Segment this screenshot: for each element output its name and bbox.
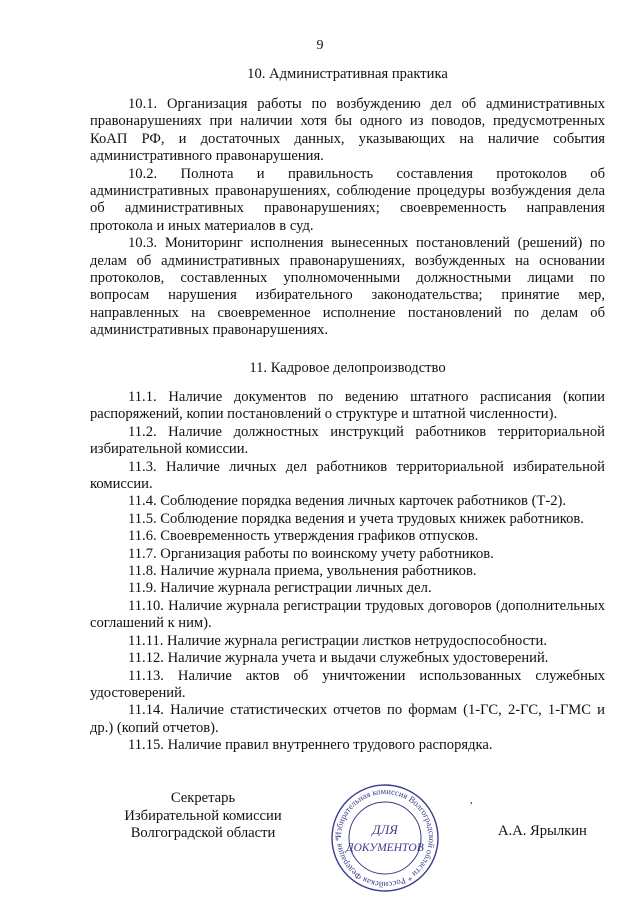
stamp-ring-text-path: Избирательная комиссия Волгоградской области * Российская Федерация *: [332, 785, 438, 891]
paragraph-11-4: 11.4. Соблюдение порядка ведения личных карточек работников (Т-2).: [128, 493, 567, 510]
ink-mark: ,: [470, 795, 473, 806]
signatory-name: А.А. Ярылкин: [498, 823, 587, 839]
stamp-outer-ring: [332, 785, 438, 891]
paragraph-11-8: 11.8. Наличие журнала приема, увольнения работников.: [128, 563, 477, 580]
stamp-inner-ring: [349, 802, 421, 874]
paragraph-11-9: 11.9. Наличие журнала регистрации личных дел.: [128, 580, 432, 597]
section-11-body: [90, 389, 605, 755]
signatory-position-line: Избирательной комиссии: [124, 807, 282, 824]
paragraph-11-7: 11.7. Организация работы по воинскому учету работников.: [128, 545, 494, 562]
signatory-position: [108, 790, 298, 843]
paragraph-11-2: 11.2. Наличие должностных инструкций работников территориальной избирательной комиссии.: [90, 423, 605, 458]
paragraph-11-10: 11.10. Наличие журнала регистрации трудовых договоров (дополнительных соглашений к ним).: [90, 597, 605, 632]
page-number: 9: [316, 38, 324, 53]
paragraph-11-6: 11.6. Своевременность утверждения графиков отпусков.: [128, 528, 479, 545]
paragraph-11-1: 11.1. Наличие документов по ведению штатного расписания (копии распоряжений, копии постановлений о структуре и штатной численности).: [90, 389, 605, 423]
section-11-heading: 11. Кадровое делопроизводство: [249, 360, 446, 376]
paragraph-10-3: 10.3. Мониторинг исполнения вынесенных постановлений (решений) по делам об административных правонарушениях, возбужденных на основании протоколов, составленных уполномоченными должностными лицами по вопросам нарушения избирательного законодательства; принятие мер, направленных на своевременное исполнение постановлений по делам об административных правонарушениях.: [90, 235, 605, 339]
section-10-heading: 10. Административная практика: [247, 66, 448, 82]
signatory-position-line: Секретарь: [170, 790, 236, 806]
paragraph-11-5: 11.5. Соблюдение порядка ведения и учета трудовых книжек работников.: [128, 510, 584, 527]
official-stamp: [324, 783, 446, 893]
paragraph-11-11: 11.11. Наличие журнала регистрации листков нетрудоспособности.: [128, 632, 547, 649]
signatory-position-line: Волгоградской области: [130, 825, 276, 841]
paragraph-11-12: 11.12. Наличие журнала учета и выдачи служебных удостоверений.: [128, 650, 549, 667]
paragraph-11-13: 11.13. Наличие актов об уничтожении использованных служебных удостоверений.: [90, 667, 605, 701]
stamp-center-line: ДЛЯ: [372, 822, 398, 837]
stamp-center-line: ДОКУМЕНТОВ: [346, 842, 424, 854]
paragraph-10-2: 10.2. Полнота и правильность составления протоколов об административных правонарушениях, соблюдение процедуры возбуждения дела об административных правонарушениях; своевременность направления протокола и иных материалов в суд.: [90, 165, 605, 234]
section-10-body: [90, 96, 605, 340]
paragraph-11-14: 11.14. Наличие статистических отчетов по формам (1-ГС, 2-ГС, 1-ГМС и др.) (копий отчетов).: [90, 702, 605, 736]
paragraph-10-1: 10.1. Организация работы по возбуждению дел об административных правонарушениях при наличии хотя бы одного из поводов, предусмотренных КоАП РФ, и достаточных данных, указывающих на наличие события административного правонарушения.: [90, 96, 605, 165]
paragraph-11-15: 11.15. Наличие правил внутреннего трудового распорядка.: [128, 737, 493, 754]
paragraph-11-3: 11.3. Наличие личных дел работников территориальной избирательной комиссии.: [90, 458, 605, 493]
